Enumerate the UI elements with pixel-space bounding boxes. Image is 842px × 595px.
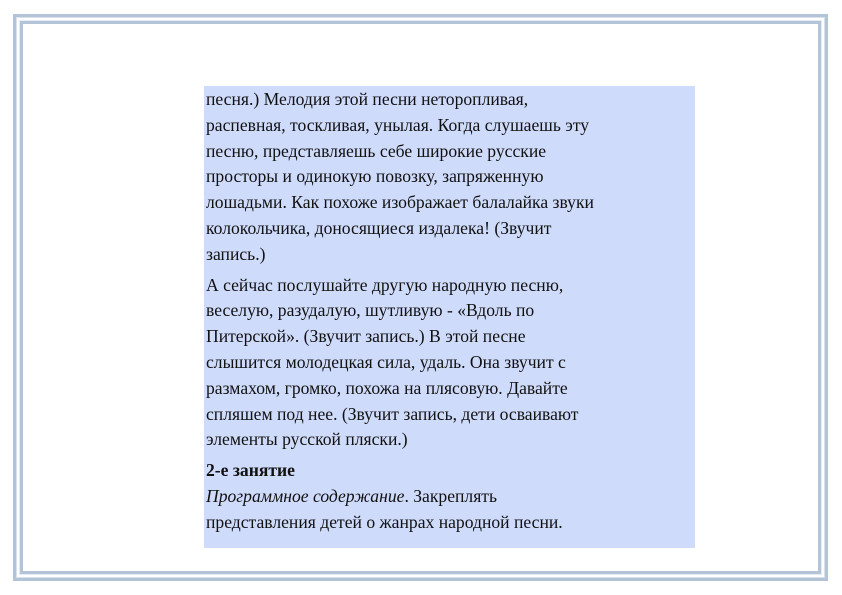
paragraph-line: песня.) Мелодия этой песни неторопливая, (206, 89, 529, 109)
section-last-line: представления детей о жанрах народной песни. (206, 511, 563, 532)
paragraph-line: Питерской». (Звучит запись.) В этой песне (206, 326, 526, 347)
paragraph-line: просторы и одинокую повозку, запряженную (206, 166, 544, 187)
paragraph-line: песню, представляешь себе широкие русские (206, 140, 547, 161)
section-lesson-2 (206, 458, 693, 535)
paragraph-2 (206, 273, 693, 454)
paragraph-line: элементы русской пляски.) (206, 429, 408, 450)
paragraph-line: А сейчас послушайте другую народную песню, (206, 274, 564, 295)
paragraph-line: запись.) (206, 243, 266, 264)
paragraph-line: веселую, разудалую, шутливую - «Вдоль по (206, 300, 535, 321)
section-lead-line (206, 484, 693, 510)
paragraph-line: спляшем под нее. (Звучит запись, дети осваивают (206, 403, 579, 424)
paragraph-line: лошадьми. Как похоже изображает балалайка звуки (206, 192, 594, 213)
paragraph-line: слышится молодецкая сила, удаль. Она звучит с (206, 351, 566, 372)
paragraph-line: распевная, тоскливая, унылая. Когда слушаешь эту (206, 114, 590, 135)
section-italic-lead: Программное содержание (206, 485, 405, 506)
section-lead-rest: . Закреплять (404, 485, 498, 506)
section-heading: 2-е занятие (206, 460, 295, 481)
paragraph-1 (206, 87, 693, 268)
paragraph-line: колокольчика, доносящиеся издалека! (Звучит (206, 217, 552, 238)
text-block (204, 86, 695, 548)
paragraph-line: размахом, громко, похожа на плясовую. Давайте (206, 377, 568, 398)
